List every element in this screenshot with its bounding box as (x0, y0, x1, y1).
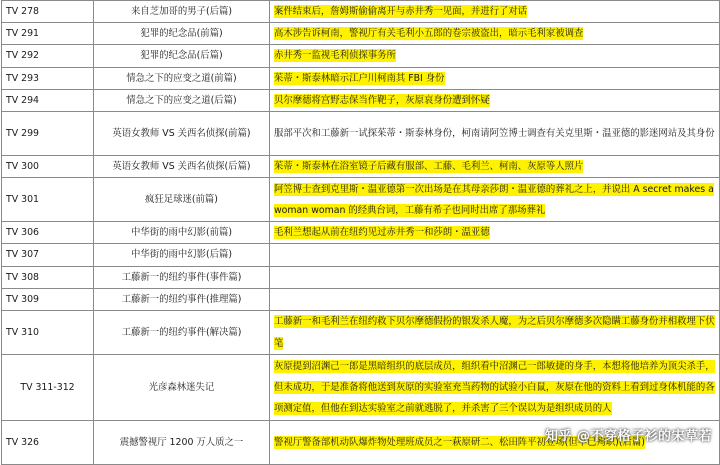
episode-number: TV 300 (2, 156, 94, 178)
table-row (2, 311, 720, 355)
episode-description: 工藤新一和毛利兰在纽约救下贝尔摩德假扮的银发杀人魔，为之后贝尔摩德多次隐瞒工藤身份并相救埋下伏笔 (274, 316, 715, 349)
episode-title: 英语女教师 VS 关西名侦探(后篇) (94, 156, 270, 178)
episode-description: 茱蒂・斯泰林在浴室镜子后藏有服部、工藤、毛利兰、柯南、灰原等人照片 (274, 161, 584, 173)
episode-description-cell (270, 67, 720, 89)
episode-description-cell (270, 45, 720, 67)
episode-number: TV 301 (2, 178, 94, 222)
episode-description: 茱蒂・斯泰林暗示江户川柯南其 FBI 身份 (274, 72, 445, 84)
episode-description-cell (270, 89, 720, 111)
episode-number: TV 293 (2, 67, 94, 89)
episode-title: 情急之下的应变之道(后篇) (94, 89, 270, 111)
episode-description-cell (270, 266, 720, 288)
episode-title: 中华街的雨中幻影(前篇) (94, 222, 270, 244)
episode-description: 灰原提到沼渊己一郎是黑暗组织的底层成员，组织看中沼渊己一郎敏捷的身手，本想将他培养为顶尖杀手，但未成功，于是准备将他送到灰原的实验室充当药物的试验小白鼠，灰原在他的资料上看到过身体机能的各项测定值，但他在到达实验室之前就逃脱了，并杀害了三个误以为是组织成员的人 (274, 360, 715, 415)
episode-title: 工藤新一的纽约事件(解决篇) (94, 311, 270, 355)
table-row (2, 266, 720, 288)
table-row (2, 23, 720, 45)
episode-title: 工藤新一的纽约事件(事件篇) (94, 266, 270, 288)
episode-number: TV 278 (2, 1, 94, 23)
episode-description: 赤井秀一监视毛利侦探事务所 (274, 50, 396, 62)
episode-description-cell (270, 222, 720, 244)
episode-title: 犯罪的纪念品(后篇) (94, 45, 270, 67)
episode-number: TV 292 (2, 45, 94, 67)
episode-title: 疯狂足球迷(前篇) (94, 178, 270, 222)
table-row (2, 288, 720, 310)
table-row (2, 244, 720, 266)
episode-number: TV 309 (2, 288, 94, 310)
table-row (2, 1, 720, 23)
episode-description: 贝尔摩德将宫野志保当作靶子，灰原哀身份遭到怀疑 (274, 94, 490, 106)
episode-number: TV 307 (2, 244, 94, 266)
watermark: 知乎 @不穿格子衫的宋草若 (544, 429, 712, 444)
episode-number: TV 294 (2, 89, 94, 111)
episode-title: 中华街的雨中幻影(后篇) (94, 244, 270, 266)
table-row (2, 89, 720, 111)
episode-table (1, 0, 720, 465)
episode-description-cell (270, 156, 720, 178)
table-row (2, 112, 720, 156)
episode-number: TV 308 (2, 266, 94, 288)
episode-title: 来自芝加哥的男子(后篇) (94, 1, 270, 23)
episode-description: 警视厅警备部机动队爆炸物处理班成员之一萩原研二、松田阵平初登场(但早已殉职)(后篇) (274, 436, 645, 448)
table-row (2, 222, 720, 244)
episode-number: TV 310 (2, 311, 94, 355)
table-row (2, 67, 720, 89)
episode-description-cell (270, 1, 720, 23)
episode-description-cell (270, 23, 720, 45)
episode-number: TV 306 (2, 222, 94, 244)
episode-number: TV 311-312 (2, 355, 94, 421)
episode-description: 服部平次和工藤新一试探茱蒂・斯泰林身份，柯南请阿笠博士调查有关克里斯・温亚德的影迷网站及其身份 (274, 127, 715, 139)
episode-description-cell (270, 244, 720, 266)
episode-description: 高木涉告诉柯南，警视厅有关毛利小五郎的卷宗被盗出，暗示毛利家被调查 (274, 28, 584, 40)
episode-title: 震撼警视厅 1200 万人质之一 (94, 421, 270, 465)
episode-number: TV 299 (2, 112, 94, 156)
episode-title: 光彦森林迷失记 (94, 355, 270, 421)
table-row (2, 156, 720, 178)
episode-title: 英语女教师 VS 关西名侦探(前篇) (94, 112, 270, 156)
table-row (2, 178, 720, 222)
episode-description: 案件结束后，詹姆斯偷偷离开与赤井秀一见面，并进行了对话 (274, 6, 528, 17)
episode-number: TV 326 (2, 421, 94, 465)
episode-description-cell (270, 311, 720, 355)
episode-number: TV 291 (2, 23, 94, 45)
episode-description: 毛利兰想起从前在纽约见过赤井秀一和莎朗・温亚德 (274, 227, 490, 239)
episode-description-cell (270, 112, 720, 156)
table-row (2, 45, 720, 67)
episode-title: 工藤新一的纽约事件(推理篇) (94, 288, 270, 310)
episode-description-cell (270, 288, 720, 310)
episode-description: 阿笠博士查到克里斯・温亚德第一次出场是在其母亲莎朗・温亚德的葬礼之上，并说出 A secret makes a woman woman 的经典台词，工藤有希子也同时出席了那场葬礼 (274, 183, 714, 216)
episode-title: 情急之下的应变之道(前篇) (94, 67, 270, 89)
episode-description-cell (270, 178, 720, 222)
episode-description-cell (270, 355, 720, 421)
table-row (2, 355, 720, 421)
episode-title: 犯罪的纪念品(前篇) (94, 23, 270, 45)
